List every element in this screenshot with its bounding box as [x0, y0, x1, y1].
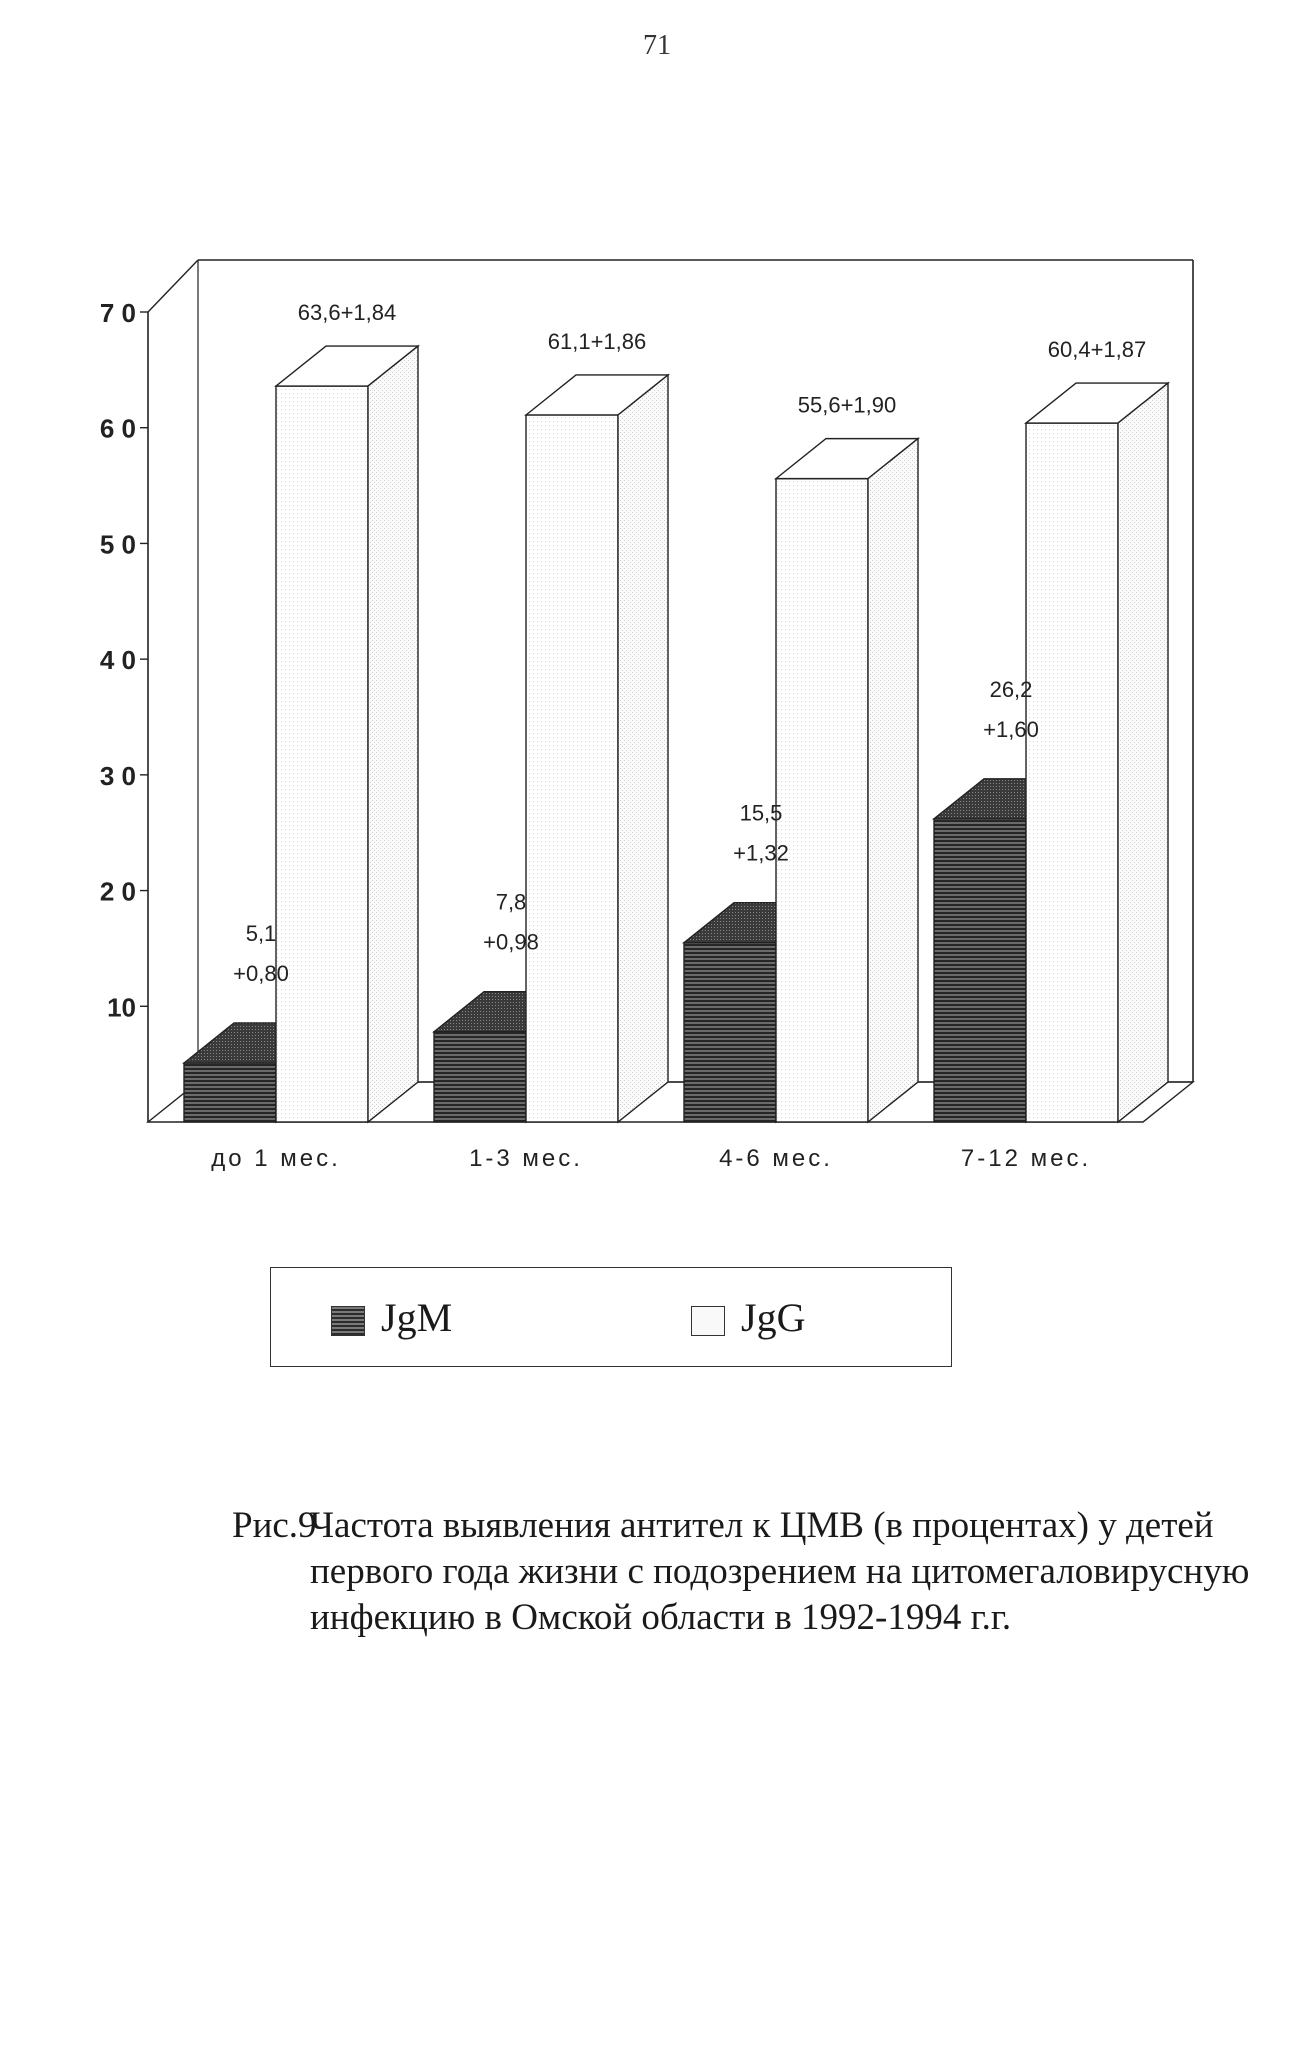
bar-jgg-3-side	[1118, 383, 1168, 1122]
legend-swatch-jgm	[331, 1306, 365, 1336]
data-label-jgm: +1,60	[983, 716, 1039, 742]
bar-jgg-2-front	[776, 479, 868, 1122]
y-tick-label: 7 0	[99, 298, 136, 328]
bar-jgg-3	[1026, 383, 1168, 1122]
data-label-jgg: 63,6+1,84	[297, 300, 397, 326]
y-tick-label: 6 0	[99, 413, 136, 444]
bar-jgm-1-front	[434, 1032, 526, 1122]
y-tick-label: 3 0	[99, 760, 136, 791]
data-label-jgm: 7,8	[495, 889, 527, 915]
bar-jgm-2-front	[684, 943, 776, 1122]
bar-jgg-1-front	[526, 415, 618, 1122]
bar-jgg-1-side	[618, 375, 668, 1122]
y-tick-label: 4 0	[99, 645, 136, 676]
x-tick-label: до 1 мес.	[211, 1145, 341, 1172]
data-label-jgm: 15,5	[739, 800, 783, 826]
y-tick-label: 5 0	[99, 529, 136, 560]
legend-swatch-jgg	[691, 1306, 725, 1336]
x-tick-label: 7-12 мес.	[960, 1145, 1092, 1172]
data-label-jgm: 5,1	[245, 920, 277, 946]
x-tick-label: 4-6 мес.	[719, 1145, 833, 1172]
page-number: 71	[643, 30, 671, 61]
bar-jgg-3-front	[1026, 423, 1118, 1122]
y-axis	[100, 298, 148, 1122]
data-label-jgg: 55,6+1,90	[797, 392, 897, 418]
data-label-jgm: +0,80	[233, 960, 289, 986]
data-label-jgm: 26,2	[989, 676, 1033, 702]
data-label-jgm: +0,98	[483, 929, 539, 955]
bar-jgg-0-side	[368, 346, 418, 1122]
data-label-jgg: 61,1+1,86	[547, 328, 647, 354]
bar-jgg-2-side	[868, 439, 918, 1122]
x-axis	[211, 1145, 1091, 1172]
bar-jgg-0	[276, 346, 418, 1122]
y-tick-label: 10	[107, 992, 136, 1023]
legend-label-jgm: JgM	[381, 1295, 453, 1340]
data-label-jgm: +1,32	[733, 840, 789, 866]
y-tick-label: 2 0	[99, 876, 136, 907]
legend	[270, 1267, 952, 1367]
bar-jgm-0-front	[184, 1063, 276, 1122]
caption-text: Частота выявления антител к ЦМВ (в процентах) у детей первого года жизни с подозрением на цитомегаловирусную инфекцию в Омской области в 1992-1994 г.г.	[310, 1505, 1250, 1638]
side-wall-top	[148, 260, 198, 312]
bar-jgg-1	[526, 375, 668, 1122]
bar-jgm-3-front	[934, 819, 1026, 1122]
bar-jgg-2	[776, 439, 918, 1122]
legend-label-jgg: JgG	[741, 1295, 806, 1340]
data-label-jgg: 60,4+1,87	[1047, 337, 1147, 363]
caption-prefix: Рис.9	[232, 1505, 317, 1546]
x-tick-label: 1-3 мес.	[469, 1145, 583, 1172]
bar-jgg-0-front	[276, 386, 368, 1122]
figure-caption	[232, 1503, 1270, 1641]
